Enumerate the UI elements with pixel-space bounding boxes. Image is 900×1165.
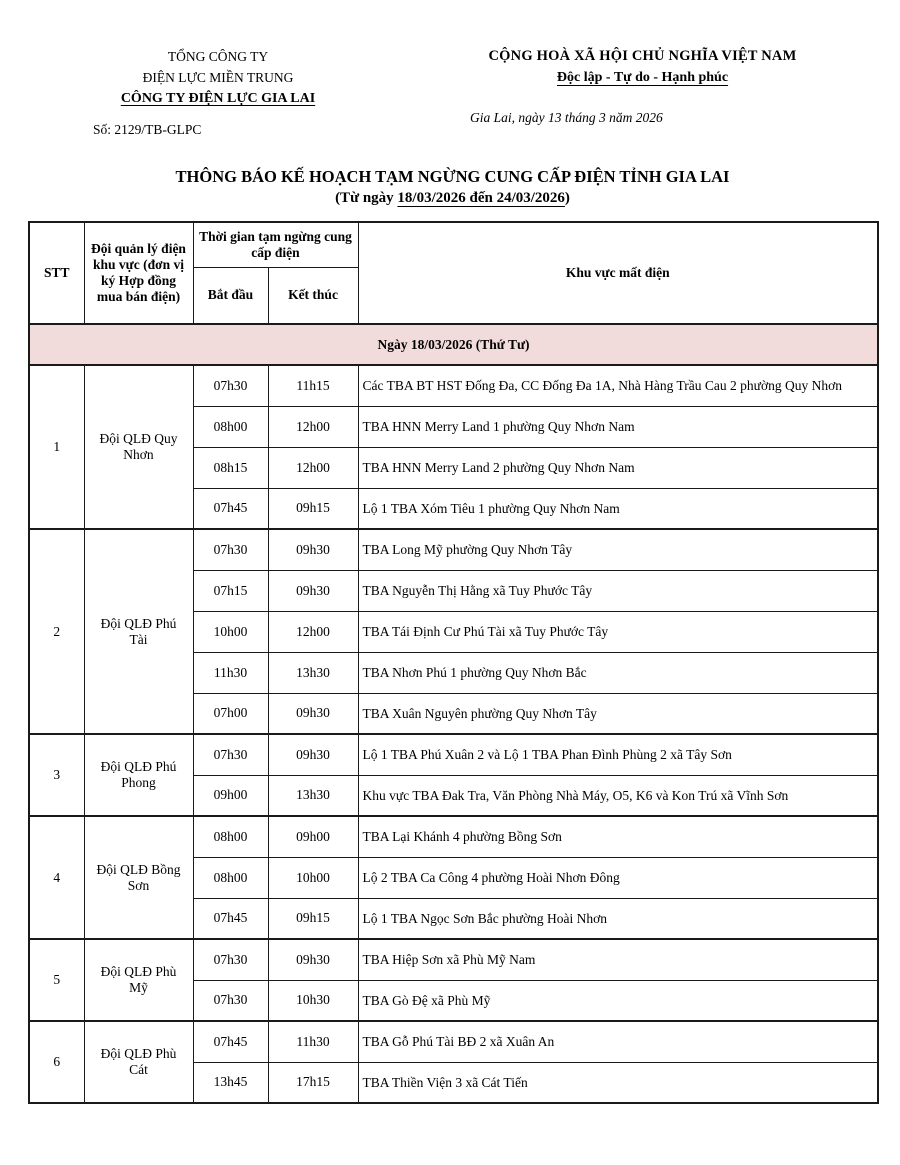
- document-title: THÔNG BÁO KẾ HOẠCH TẠM NGỪNG CUNG CẤP ĐIỆN TỈNH GIA LAI: [175, 167, 730, 186]
- end-time-cell: 09h00: [268, 816, 358, 857]
- start-time-cell: 07h45: [193, 488, 268, 529]
- start-time-cell: 09h00: [193, 775, 268, 816]
- team-cell: Đội QLĐ Phú Phong: [84, 734, 193, 816]
- doc-number: Số: 2129/TB-GLPC: [93, 122, 202, 137]
- area-cell: Các TBA BT HST Đống Đa, CC Đống Đa 1A, Nhà Hàng Trầu Cau 2 phường Quy Nhơn: [358, 365, 878, 406]
- subtitle-prefix: (Từ ngày: [335, 190, 398, 206]
- start-time-cell: 08h00: [193, 857, 268, 898]
- start-time-cell: 08h15: [193, 447, 268, 488]
- start-time-cell: 07h30: [193, 365, 268, 406]
- start-time-cell: 08h00: [193, 816, 268, 857]
- area-cell: TBA Xuân Nguyên phường Quy Nhơn Tây: [358, 693, 878, 734]
- table-row: [29, 816, 878, 857]
- national-motto-line-2: Độc lập - Tự do - Hạnh phúc: [556, 70, 729, 85]
- subtitle-date-range: 18/03/2026 đến 24/03/2026: [397, 190, 565, 206]
- start-time-cell: 07h45: [193, 898, 268, 939]
- outage-table: [28, 221, 879, 1104]
- org-line-1: TỔNG CÔNG TY: [167, 49, 269, 64]
- start-time-cell: 07h45: [193, 1021, 268, 1062]
- org-line-3: CÔNG TY ĐIỆN LỰC GIA LAI: [120, 91, 316, 106]
- area-cell: TBA Hiệp Sơn xã Phù Mỹ Nam: [358, 939, 878, 980]
- end-time-cell: 11h30: [268, 1021, 358, 1062]
- start-time-cell: 07h15: [193, 570, 268, 611]
- subtitle-suffix: ): [564, 190, 570, 206]
- team-cell: Đội QLĐ Bồng Sơn: [84, 816, 193, 939]
- start-time-cell: 07h30: [193, 734, 268, 775]
- table-row: [29, 529, 878, 570]
- start-time-cell: 07h30: [193, 529, 268, 570]
- end-time-cell: 10h30: [268, 980, 358, 1021]
- area-cell: TBA Tái Định Cư Phú Tài xã Tuy Phước Tây: [358, 611, 878, 652]
- area-cell: TBA Nguyễn Thị Hằng xã Tuy Phước Tây: [358, 570, 878, 611]
- area-cell: Lộ 2 TBA Ca Công 4 phường Hoài Nhơn Đông: [358, 857, 878, 898]
- start-time-cell: 07h30: [193, 980, 268, 1021]
- area-cell: TBA Gò Đệ xã Phù Mỹ: [358, 980, 878, 1021]
- start-time-cell: 07h30: [193, 939, 268, 980]
- start-time-cell: 11h30: [193, 652, 268, 693]
- document-subtitle: [28, 190, 877, 207]
- start-time-cell: 08h00: [193, 406, 268, 447]
- org-line-2: ĐIỆN LỰC MIỀN TRUNG: [142, 70, 294, 85]
- end-time-cell: 09h15: [268, 898, 358, 939]
- area-cell: Lộ 1 TBA Phú Xuân 2 và Lộ 1 TBA Phan Đình Phùng 2 xã Tây Sơn: [358, 734, 878, 775]
- column-header-end: Kết thúc: [268, 267, 358, 324]
- area-cell: TBA Thiền Viện 3 xã Cát Tiến: [358, 1062, 878, 1103]
- end-time-cell: 09h30: [268, 570, 358, 611]
- area-cell: TBA Lại Khánh 4 phường Bồng Sơn: [358, 816, 878, 857]
- end-time-cell: 09h30: [268, 529, 358, 570]
- end-time-cell: 11h15: [268, 365, 358, 406]
- area-cell: TBA HNN Merry Land 2 phường Quy Nhơn Nam: [358, 447, 878, 488]
- team-cell: Đội QLĐ Phù Cát: [84, 1021, 193, 1103]
- end-time-cell: 09h15: [268, 488, 358, 529]
- column-header-area: Khu vực mất điện: [358, 222, 878, 324]
- place-date: Gia Lai, ngày 13 tháng 3 năm 2026: [470, 110, 663, 125]
- end-time-cell: 09h30: [268, 693, 358, 734]
- national-motto-line-1: CỘNG HOÀ XÃ HỘI CHỦ NGHĨA VIỆT NAM: [488, 48, 797, 64]
- start-time-cell: 13h45: [193, 1062, 268, 1103]
- team-cell: Đội QLĐ Phú Tài: [84, 529, 193, 734]
- stt-cell: 4: [29, 816, 84, 939]
- start-time-cell: 07h00: [193, 693, 268, 734]
- column-header-time: Thời gian tạm ngừng cung cấp điện: [193, 222, 358, 267]
- end-time-cell: 12h00: [268, 611, 358, 652]
- end-time-cell: 13h30: [268, 775, 358, 816]
- stt-cell: 5: [29, 939, 84, 1021]
- column-header-start: Bắt đầu: [193, 267, 268, 324]
- stt-cell: 1: [29, 365, 84, 529]
- area-cell: TBA HNN Merry Land 1 phường Quy Nhơn Nam: [358, 406, 878, 447]
- day-banner: Ngày 18/03/2026 (Thứ Tư): [29, 324, 878, 365]
- table-row: [29, 1021, 878, 1062]
- end-time-cell: 17h15: [268, 1062, 358, 1103]
- end-time-cell: 09h30: [268, 939, 358, 980]
- end-time-cell: 09h30: [268, 734, 358, 775]
- stt-cell: 2: [29, 529, 84, 734]
- start-time-cell: 10h00: [193, 611, 268, 652]
- end-time-cell: 13h30: [268, 652, 358, 693]
- area-cell: TBA Long Mỹ phường Quy Nhơn Tây: [358, 529, 878, 570]
- table-header: [29, 222, 878, 324]
- end-time-cell: 12h00: [268, 447, 358, 488]
- area-cell: Lộ 1 TBA Xóm Tiêu 1 phường Quy Nhơn Nam: [358, 488, 878, 529]
- end-time-cell: 10h00: [268, 857, 358, 898]
- area-cell: Khu vực TBA Đak Tra, Văn Phòng Nhà Máy, O5, K6 và Kon Trú xã Vĩnh Sơn: [358, 775, 878, 816]
- table-row: [29, 365, 878, 406]
- team-cell: Đội QLĐ Phù Mỹ: [84, 939, 193, 1021]
- org-header: [28, 46, 408, 138]
- national-header: [408, 46, 877, 138]
- table-row: [29, 734, 878, 775]
- area-cell: TBA Nhơn Phú 1 phường Quy Nhơn Bắc: [358, 652, 878, 693]
- team-cell: Đội QLĐ Quy Nhơn: [84, 365, 193, 529]
- column-header-stt: STT: [29, 222, 84, 324]
- area-cell: Lộ 1 TBA Ngọc Sơn Bắc phường Hoài Nhơn: [358, 898, 878, 939]
- stt-cell: 3: [29, 734, 84, 816]
- stt-cell: 6: [29, 1021, 84, 1103]
- area-cell: TBA Gỗ Phú Tài BĐ 2 xã Xuân An: [358, 1021, 878, 1062]
- letterhead: [28, 46, 877, 138]
- column-header-team: Đội quản lý điện khu vực (đơn vị ký Hợp đồng mua bán điện): [84, 222, 193, 324]
- day-banner-row: [29, 324, 878, 365]
- end-time-cell: 12h00: [268, 406, 358, 447]
- table-row: [29, 939, 878, 980]
